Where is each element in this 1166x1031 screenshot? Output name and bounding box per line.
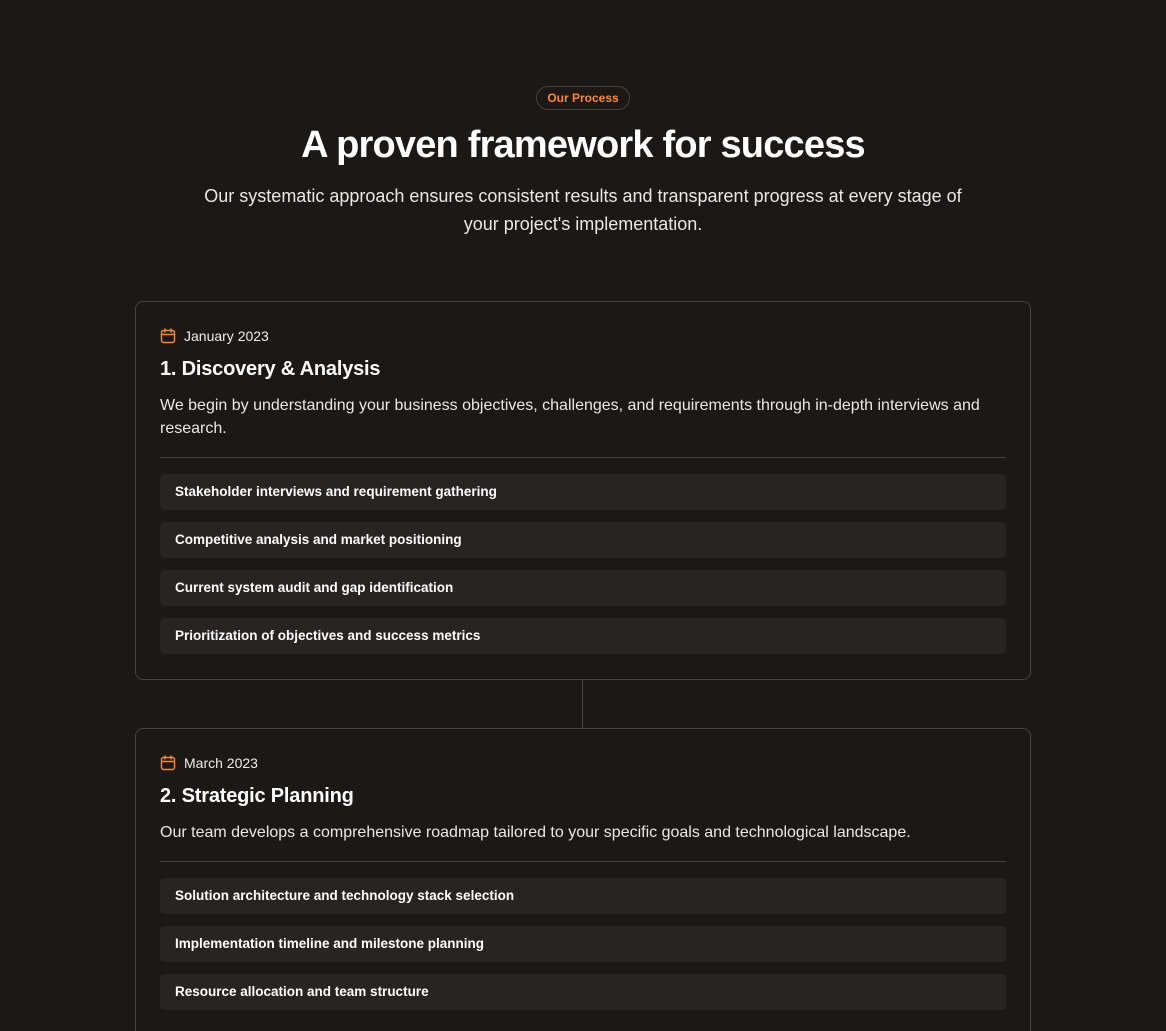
step-item: Competitive analysis and market positioning <box>160 522 1006 558</box>
step-date: January 2023 <box>184 328 269 344</box>
step-date-row <box>160 753 1006 773</box>
step-description: We begin by understanding your business objectives, challenges, and requirements through in-depth interviews and research. <box>160 397 980 437</box>
step-item-list <box>160 474 1006 654</box>
step-title: 1. Discovery & Analysis <box>160 358 381 380</box>
step-item: Stakeholder interviews and requirement gathering <box>160 474 1006 510</box>
process-step-card <box>135 301 1031 680</box>
step-item: Prioritization of objectives and success metrics <box>160 618 1006 654</box>
step-description: Our team develops a comprehensive roadmap tailored to your specific goals and technological landscape. <box>160 824 911 841</box>
section-badge: Our Process <box>536 86 629 110</box>
step-item: Resource allocation and team structure <box>160 974 1006 1010</box>
step-item: Current system audit and gap identification <box>160 570 1006 606</box>
calendar-icon <box>160 328 176 344</box>
step-item: Solution architecture and technology stack selection <box>160 878 1006 914</box>
step-date-row <box>160 326 1006 346</box>
step-date: March 2023 <box>184 755 258 771</box>
timeline-connector <box>582 680 583 728</box>
calendar-icon <box>160 755 176 771</box>
page-subtitle: Our systematic approach ensures consistent results and transparent progress at every stage of your project's implementation. <box>204 186 962 234</box>
step-divider <box>160 457 1006 458</box>
page-title: A proven framework for success <box>301 124 865 166</box>
step-title: 2. Strategic Planning <box>160 785 354 807</box>
process-step-card <box>135 728 1031 1031</box>
step-divider <box>160 861 1006 862</box>
step-item: Implementation timeline and milestone planning <box>160 926 1006 962</box>
step-item-list <box>160 878 1006 1010</box>
hero-section <box>0 86 1166 238</box>
